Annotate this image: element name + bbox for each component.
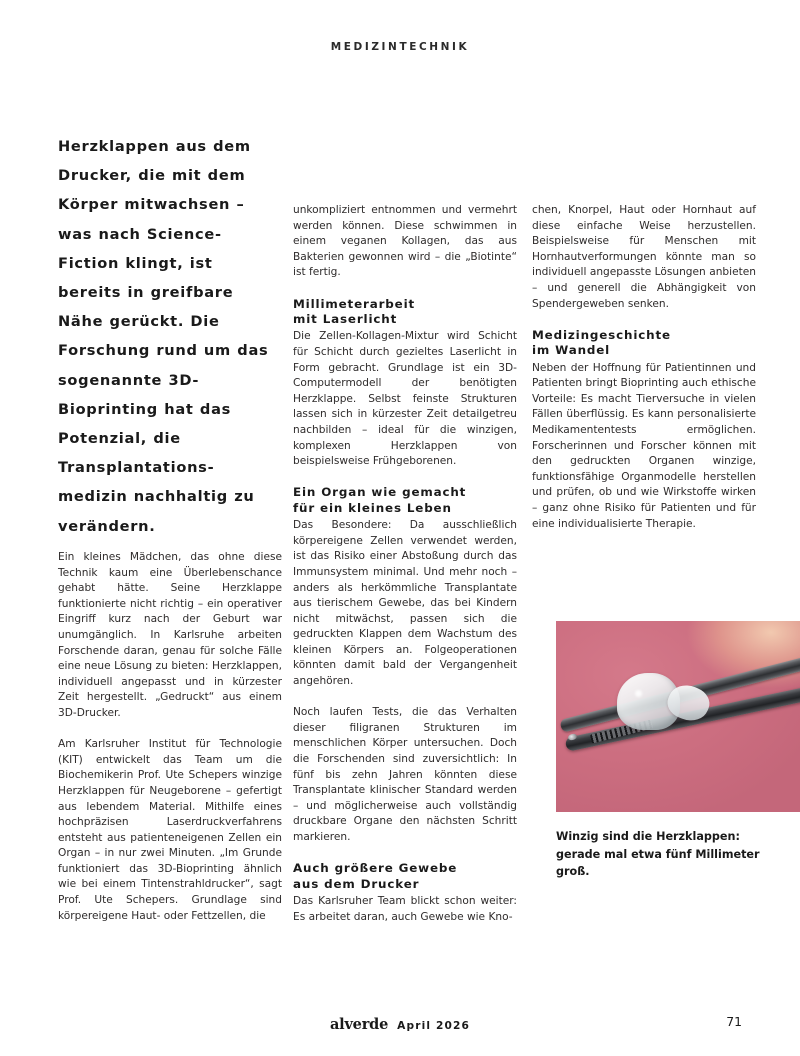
column-1-body — [58, 550, 282, 924]
paragraph: Das Karlsruher Team blickt schon weiter: Es arbeitet daran, auch Gewebe wie Kno- — [293, 895, 517, 923]
subheading-ein-organ: Ein Organ wie gemacht für ein kleines Leben — [293, 485, 467, 515]
magazine-logo: alverde — [329, 1016, 389, 1033]
paragraph: Das Besondere: Da ausschließlich körpereigene Zellen verwendet werden, ist das Risiko einer Abstoßung durch das Immunsystem minimal. Und mehr noch – anders als herkömmliche Transplantate aus tierischem Gewebe, das bei Kindern nicht mitwächst, passen sich die gedruckten Klappen dem Wachstum des kleinen Körpers an. Folgeoperationen könnten damit bald der Vergangenheit angehören. — [293, 519, 517, 688]
paragraph: chen, Knorpel, Haut oder Hornhaut auf diese einfache Weise herzustellen. Beispielsweise für Menschen mit Hornhautverformungen könnte man so individuell angepasste Lösungen anbieten – und generell die Abhängigkeit von Spendergeweben senken. — [532, 204, 756, 310]
text-column-2 — [293, 203, 517, 925]
footer-imprint — [0, 1014, 800, 1033]
running-head-kicker: MEDIZINTECHNIK — [330, 41, 470, 53]
paragraph: Neben der Hoffnung für Patientinnen und Patienten bringt Bioprinting auch ethische Vorteile: Es macht Tierversuche in vielen Fällen überflüssig. Es kann personalisierte Medikamententests ermöglichen. Forscherinnen und Forscher können mit den gedruckten Organen winzige, funktionsfähige Organmodelle herstellen und prüfen, ob und wie Wirkstoffe wirken – ganz ohne Risiko für Patienten und für eine individualisierte Therapie. — [532, 361, 756, 530]
printed-heart-valve-photo — [556, 621, 800, 812]
page-number: 71 — [726, 1014, 742, 1029]
page-footer — [0, 1014, 800, 1038]
paragraph: Am Karlsruher Institut für Technologie (KIT) entwickelt das Team um die Biochemikerin Prof. Ute Schepers winzige Herzklappen für Neugeborene – gefertigt aus lebendem Material. Mithilfe eines hochpräzisen Laserdruckverfahrens entsteht aus patienteneigenen Zellen ein Organ – in nur zwei Minuten. „Im Grunde funktioniert das 3D-Bioprinting ähnlich wie bei einem Tintenstrahldrucker“, sagt Prof. Ute Schepers. Grundlage sind körpereigene Haut- oder Fettzellen, die — [58, 738, 282, 922]
lead-paragraph: Herzklappen aus dem Drucker, die mit dem Körper mitwachsen – was nach Science-Fiction klingt, ist bereits in greifbare Nähe gerückt. Die Forschung rund um das sogenannte 3D-Bioprinting hat das Potenzial, die Transplantations-medizin nachhaltig zu verändern. — [58, 138, 269, 535]
photo-caption: Winzig sind die Herzklappen: gerade mal etwa fünf Millimeter groß. — [556, 830, 760, 879]
paragraph: Die Zellen-Kollagen-Mixtur wird Schicht für Schicht durch gezieltes Laserlicht in Form gebracht. Grundlage ist ein 3D-Computermodell der benötigten Herzklappe. Selbst feinste Strukturen lassen sich in kürzester Zeit detailgetreu nachbilden – ideal für die winzigen, komplexen Herzklappen von beispielsweise Frühgeborenen. — [293, 330, 517, 468]
photo-background — [556, 621, 800, 812]
text-column-3 — [532, 203, 756, 532]
subheading-medizingeschichte: Medizingeschichte im Wandel — [532, 327, 671, 358]
text-column-1 — [58, 132, 282, 922]
heart-valve-highlight — [635, 690, 642, 697]
paragraph: unkompliziert entnommen und vermehrt werden können. Diese schwimmen in einem veganen Kollagen, das aus Bakterien gewonnen wird – die „Biotinte“ ist fertig. — [293, 204, 517, 279]
subheading-millimeterarbeit: Millimeterarbeit mit Laserlicht — [293, 296, 416, 326]
subheading-groessere-gewebe: Auch größere Gewebe aus dem Drucker — [293, 861, 458, 891]
paragraph: Noch laufen Tests, die das Verhalten dieser filigranen Strukturen im menschlichen Körper untersuchen. Doch die Forschenden sind zuversichtlich: In fünf bis zehn Jahren könnten diese Transplantate klinischer Standard werden – und möglicherweise auch vollständig druckbare Organe den nächsten Schritt markieren. — [293, 706, 517, 843]
paragraph: Ein kleines Mädchen, das ohne diese Technik kaum eine Überlebenschance gehabt hätte. Seine Herzklappe funktionierte nicht richtig – ein operativer Eingriff kurz nach der Geburt war unumgänglich. In Karlsruhe arbeiten Forschende daran, genau für solche Fälle eine neue Lösung zu bieten: Herzklappen, individuell angepasst und in kürzester Zeit hergestellt. „Gedruckt“ aus einem 3D-Drucker. — [58, 551, 282, 719]
issue-date: April 2026 — [397, 1020, 471, 1032]
